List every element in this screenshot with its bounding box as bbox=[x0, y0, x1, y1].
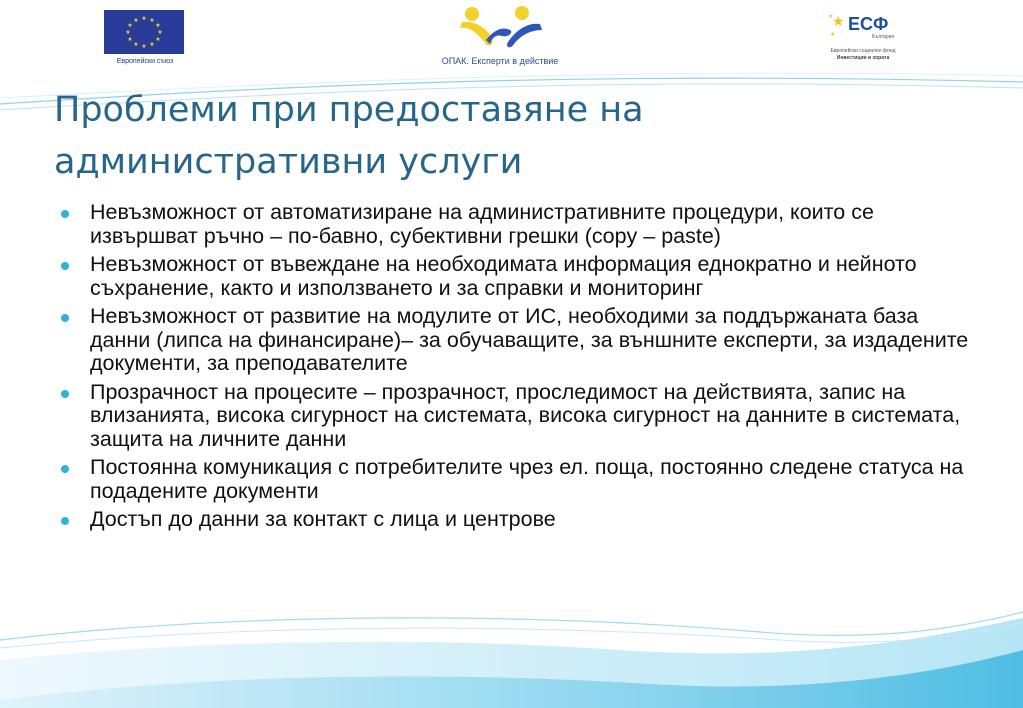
svg-text:★: ★ bbox=[155, 36, 161, 43]
svg-text:★: ★ bbox=[127, 22, 133, 29]
svg-text:★: ★ bbox=[157, 29, 163, 36]
svg-text:★: ★ bbox=[127, 36, 133, 43]
bullet-text: Прозрачност на процесите – прозрачност, проследимост на действията, запис на влизанията, висока сигурност на системата, висока сигурност на данните в системата, защита на личните данни bbox=[90, 379, 961, 451]
bullet-text: Невъзможност от въвеждане на необходимата информация еднократно и нейното съхранение, както и използването и за справки и мониторинг bbox=[90, 252, 917, 300]
bullet-dot-icon bbox=[61, 517, 69, 525]
bullet-item bbox=[60, 508, 980, 532]
svg-text:★: ★ bbox=[149, 41, 155, 48]
esf-country: България bbox=[872, 34, 895, 40]
bullet-list bbox=[60, 201, 980, 537]
esf-mark-icon bbox=[826, 8, 896, 42]
bullet-dot-icon bbox=[61, 314, 69, 322]
esf-tagline: Инвестиции в хората bbox=[836, 55, 890, 61]
esf-logo bbox=[820, 6, 906, 66]
title-line-1: Проблеми при предоставяне на bbox=[54, 90, 644, 130]
svg-text:★: ★ bbox=[133, 41, 139, 48]
svg-text:★: ★ bbox=[141, 15, 147, 22]
esf-subtitle: Европейски социален фонд bbox=[830, 48, 896, 54]
opak-caption: ОПАК. Експерти в действие bbox=[441, 56, 559, 66]
bullet-text: Невъзможност от автоматизиране на административните процедури, които се извършват ръчно – по-бавно, субективни грешки (copy – paste) bbox=[90, 200, 874, 248]
svg-text:★: ★ bbox=[149, 17, 155, 24]
bullet-item bbox=[60, 381, 980, 452]
bullet-dot-icon bbox=[61, 465, 69, 473]
bullet-text: Достъп до данни за контакт с лица и центрове bbox=[90, 507, 556, 531]
bullet-text: Постоянна комуникация с потребителите чрез ел. поща, постоянно следене статуса на подадените документи bbox=[90, 455, 964, 503]
bullet-item bbox=[60, 253, 980, 300]
bullet-item bbox=[60, 456, 980, 503]
title-line-2: административни услуги bbox=[54, 142, 523, 182]
svg-text:★: ★ bbox=[155, 22, 161, 29]
svg-text:★: ★ bbox=[133, 17, 139, 24]
esf-mark-text: ЕСФ bbox=[848, 14, 889, 34]
eu-flag-icon bbox=[104, 10, 184, 54]
bullet-dot-icon bbox=[61, 210, 69, 218]
bullet-item bbox=[60, 305, 980, 376]
bullet-text: Невъзможност от развитие на модулите от ИС, необходими за поддържаната база данни (липса на финансиране)– за обучаващите, за външните експерти, за издадените документи, за преподавателите bbox=[90, 304, 969, 375]
svg-text:★: ★ bbox=[832, 14, 845, 30]
opak-people-icon bbox=[450, 4, 550, 54]
svg-text:★: ★ bbox=[828, 13, 834, 20]
bullet-item bbox=[60, 201, 980, 248]
svg-text:★: ★ bbox=[141, 43, 147, 50]
eu-logo bbox=[104, 10, 186, 70]
svg-text:★: ★ bbox=[830, 31, 836, 38]
opak-logo bbox=[420, 4, 580, 70]
bullet-dot-icon bbox=[61, 390, 69, 398]
eu-caption: Европейски съюз bbox=[116, 58, 174, 65]
svg-text:★: ★ bbox=[125, 29, 131, 36]
bullet-dot-icon bbox=[61, 262, 69, 270]
slide-title bbox=[54, 84, 954, 188]
